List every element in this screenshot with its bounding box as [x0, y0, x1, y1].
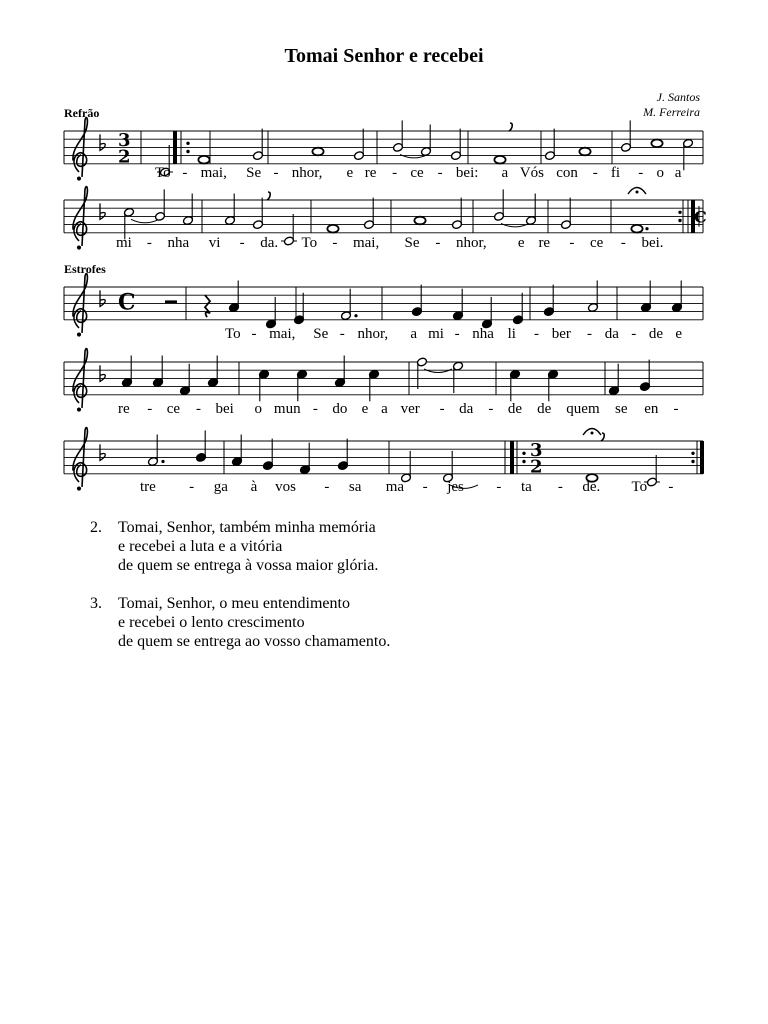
lyric-syllable: To — [225, 326, 241, 342]
lyric-syllable: e — [517, 235, 525, 251]
lyric-syllable: e — [675, 326, 683, 342]
note — [179, 364, 190, 396]
lyric-line — [225, 326, 682, 342]
lyric-syllable: - — [273, 165, 279, 181]
tie — [501, 223, 529, 227]
note — [121, 356, 132, 388]
lyric-syllable: nhor, — [291, 165, 323, 181]
note — [579, 148, 590, 156]
staff-system — [64, 187, 707, 251]
notehead — [198, 156, 209, 164]
notehead — [579, 148, 590, 156]
treble-clef-dot — [77, 407, 81, 411]
stanza-line: de quem se entrega ao vosso chamamento. — [118, 633, 391, 650]
note — [252, 192, 270, 230]
flat-sign — [100, 290, 105, 306]
lyric-syllable: - — [569, 235, 575, 251]
staff-system — [64, 274, 703, 342]
half-rest — [165, 300, 177, 303]
lyric-syllable: - — [312, 401, 318, 417]
lyric-syllable: fi — [610, 165, 621, 181]
composer-credit: J. Santos — [656, 90, 700, 104]
note — [481, 297, 492, 329]
lyric-syllable: e — [346, 165, 354, 181]
lyric-syllable: - — [435, 235, 441, 251]
note — [620, 120, 631, 152]
lyric-syllable: li — [507, 326, 516, 342]
lyric-syllable: Se — [246, 165, 262, 181]
stanza-line: e recebei o lento crescimento — [118, 614, 305, 631]
lyric-syllable: - — [496, 479, 502, 495]
note — [640, 281, 651, 313]
note — [154, 189, 165, 221]
note — [363, 198, 374, 230]
note — [353, 129, 364, 161]
note — [265, 297, 276, 329]
note — [628, 188, 649, 233]
lyric-syllable: bei — [215, 401, 234, 417]
lyric-syllable: do — [332, 401, 348, 417]
lyric-syllable: ta — [520, 479, 532, 495]
lyric-syllable: con — [556, 165, 578, 181]
note — [452, 361, 463, 393]
lyric-syllable: - — [422, 479, 428, 495]
flat-sign — [100, 134, 105, 150]
lyric-syllable: To — [631, 479, 648, 495]
lyric-syllable: jes — [447, 479, 464, 495]
lyric-syllable: o — [656, 165, 665, 181]
notehead — [494, 156, 505, 164]
note — [299, 443, 310, 475]
repeat-dot — [522, 452, 525, 455]
lyric-syllable: - — [631, 326, 637, 342]
repeat-dot — [522, 460, 525, 463]
repeat-dot — [678, 219, 681, 222]
stanza-3 — [90, 594, 390, 651]
notehead — [631, 225, 642, 233]
flat-sign — [100, 444, 105, 460]
breath-mark — [601, 433, 604, 441]
lyric-syllable: ver — [400, 401, 420, 417]
song-title: Tomai Senhor e recebei — [284, 45, 484, 67]
lyric-syllable: Se — [404, 235, 420, 251]
note — [414, 217, 425, 225]
lyric-syllable: - — [332, 235, 338, 251]
time-sig-common: C — [118, 289, 136, 316]
note — [411, 285, 422, 317]
lyric-syllable: - — [189, 479, 195, 495]
note — [547, 369, 558, 401]
note — [312, 148, 323, 156]
note — [258, 369, 269, 401]
lyric-syllable: mai, — [269, 326, 296, 342]
stanza-line: de quem se entrega à vossa maior glória. — [118, 557, 379, 574]
note — [639, 360, 650, 392]
lyric-syllable: - — [392, 165, 398, 181]
lyric-syllable: à — [250, 479, 258, 495]
lyric-syllable: mun — [273, 401, 301, 417]
lyric-syllable: - — [195, 401, 201, 417]
note — [651, 140, 662, 148]
treble-clef-dot — [77, 176, 81, 180]
note — [560, 198, 571, 230]
note — [224, 194, 235, 226]
quarter-rest — [205, 295, 210, 317]
note — [334, 356, 345, 388]
lyric-syllable: a — [381, 401, 388, 417]
note — [296, 369, 307, 401]
note — [450, 129, 461, 161]
lyricist-credit: M. Ferreira — [643, 105, 700, 119]
lyric-syllable: a — [674, 165, 682, 181]
note — [608, 364, 619, 396]
augmentation-dot — [161, 460, 164, 463]
repeat-dot — [678, 211, 681, 214]
lyric-syllable: nhor, — [456, 235, 487, 251]
lyric-syllable: vos — [275, 479, 297, 495]
lyric-syllable: - — [146, 235, 152, 251]
lyric-syllable: da. — [260, 235, 279, 251]
note — [682, 138, 693, 170]
lyric-syllable: - — [239, 235, 245, 251]
lyric-syllable: a — [501, 165, 509, 181]
time-sig-denominator: 2 — [530, 456, 543, 478]
note — [195, 430, 206, 462]
note — [198, 156, 209, 164]
lyric-syllable: re — [364, 165, 377, 181]
lyric-syllable: da — [604, 326, 619, 342]
lyric-syllable: ber — [551, 326, 571, 342]
note — [182, 194, 193, 226]
fermata-dot — [591, 432, 594, 435]
lyric-syllable: de — [648, 326, 664, 342]
time-sig-numerator: 3 — [530, 440, 543, 462]
breath-mark — [267, 192, 270, 200]
lyric-syllable: da — [459, 401, 474, 417]
note — [587, 281, 598, 313]
lyric-syllable: - — [454, 326, 460, 342]
lyric-syllable: - — [251, 326, 257, 342]
lyric-syllable: quem — [566, 401, 600, 417]
lyric-syllable: vi — [208, 235, 221, 251]
tie — [131, 219, 159, 223]
note — [340, 289, 357, 321]
lyric-syllable: - — [147, 401, 153, 417]
refrain-label: Refrão — [64, 106, 100, 120]
stanza-line: Tomai, Senhor, também minha memória — [118, 519, 376, 536]
verses-label: Estrofes — [64, 262, 106, 276]
note — [262, 439, 273, 471]
lyric-syllable: ga — [213, 479, 228, 495]
lyric-syllable: nha — [167, 235, 190, 251]
stanza-number: 3. — [90, 595, 102, 612]
lyric-syllable: - — [437, 165, 443, 181]
lyric-syllable: Se — [313, 326, 329, 342]
time-sig-numerator: 3 — [118, 130, 131, 152]
note — [509, 369, 520, 401]
lyric-syllable: - — [620, 235, 626, 251]
lyric-syllable: - — [587, 326, 593, 342]
lyric-syllable: - — [488, 401, 494, 417]
lyric-syllable: mi — [428, 326, 444, 342]
lyric-syllable: ce — [166, 401, 181, 417]
stanza-2 — [90, 518, 390, 575]
note — [494, 123, 512, 164]
lyric-syllable: en — [644, 401, 659, 417]
lyric-syllable: mi — [116, 235, 132, 251]
lyric-syllable: a — [410, 326, 418, 342]
lyric-syllable: bei. — [641, 235, 664, 251]
lyric-syllable: - — [557, 479, 563, 495]
lyric-syllable: se — [615, 401, 628, 417]
lyric-syllable: de — [507, 401, 523, 417]
lyric-syllable: de — [537, 401, 552, 417]
note — [544, 129, 555, 161]
lyric-syllable: bei: — [455, 165, 479, 181]
note — [452, 289, 463, 321]
lyric-syllable: e — [361, 401, 369, 417]
lyric-syllable: ma — [385, 479, 405, 495]
lyric-syllable: nha — [472, 326, 494, 342]
flat-sign — [100, 365, 105, 381]
repeat-dot — [186, 150, 189, 153]
note — [337, 439, 348, 471]
lyric-syllable: - — [339, 326, 345, 342]
stanza-line: e recebei a luta e a vitória — [118, 538, 283, 555]
breath-mark — [509, 123, 512, 131]
lyric-syllable: - — [668, 479, 674, 495]
lyric-syllable: re — [118, 401, 130, 417]
note — [152, 356, 163, 388]
lyric-line — [155, 165, 682, 181]
lyric-syllable: Vós — [519, 165, 544, 181]
note — [252, 129, 263, 161]
fermata-dot — [636, 191, 639, 194]
note — [671, 281, 682, 313]
lyric-syllable: - — [182, 165, 188, 181]
treble-clef-dot — [77, 332, 81, 336]
lyric-syllable: - — [592, 165, 598, 181]
notehead — [651, 140, 662, 148]
lyric-syllable: ce — [410, 165, 424, 181]
time-sig-common: C — [694, 207, 707, 227]
note — [451, 198, 462, 230]
note — [231, 435, 242, 467]
note — [293, 293, 304, 325]
note — [281, 214, 297, 246]
stanza-number: 2. — [90, 519, 102, 536]
staff-system — [64, 118, 703, 181]
lyric-syllable: tre — [140, 479, 156, 495]
repeat-dot — [691, 452, 694, 455]
note — [420, 125, 431, 157]
note — [147, 435, 164, 467]
lyric-syllable: mai, — [200, 165, 227, 181]
treble-clef-dot — [77, 486, 81, 490]
staff-system — [64, 428, 703, 495]
note — [543, 285, 554, 317]
lyric-syllable: - — [324, 479, 330, 495]
lyric-syllable: - — [534, 326, 540, 342]
note — [228, 281, 239, 313]
lyric-syllable: sa — [348, 479, 362, 495]
lyric-syllable: ce — [589, 235, 604, 251]
note — [512, 293, 523, 325]
tie — [424, 369, 452, 373]
lyric-syllable: To — [301, 235, 318, 251]
lyric-line — [118, 401, 679, 417]
notehead — [312, 148, 323, 156]
flat-sign — [100, 203, 105, 219]
augmentation-dot — [645, 227, 648, 230]
repeat-dot — [691, 460, 694, 463]
lyric-syllable: mai, — [352, 235, 380, 251]
stanza-line: Tomai, Senhor, o meu entendimento — [118, 595, 350, 612]
staff-system — [64, 349, 703, 417]
notehead — [414, 217, 425, 225]
lyric-syllable: re — [538, 235, 551, 251]
lyric-syllable: de. — [582, 479, 601, 495]
lyric-syllable: - — [638, 165, 644, 181]
note — [327, 225, 338, 233]
lyric-line — [116, 235, 664, 251]
treble-clef-dot — [77, 245, 81, 249]
lyric-syllable: o — [254, 401, 262, 417]
note — [207, 356, 218, 388]
notehead — [327, 225, 338, 233]
stanzas — [90, 518, 390, 670]
lyric-syllable: To — [155, 165, 171, 181]
note — [368, 369, 379, 401]
augmentation-dot — [354, 314, 357, 317]
note — [525, 194, 536, 226]
lyric-syllable: - — [673, 401, 679, 417]
lyric-syllable: nhor, — [357, 326, 389, 342]
time-sig-denominator: 2 — [118, 146, 131, 168]
lyric-syllable: - — [439, 401, 445, 417]
repeat-dot — [186, 142, 189, 145]
